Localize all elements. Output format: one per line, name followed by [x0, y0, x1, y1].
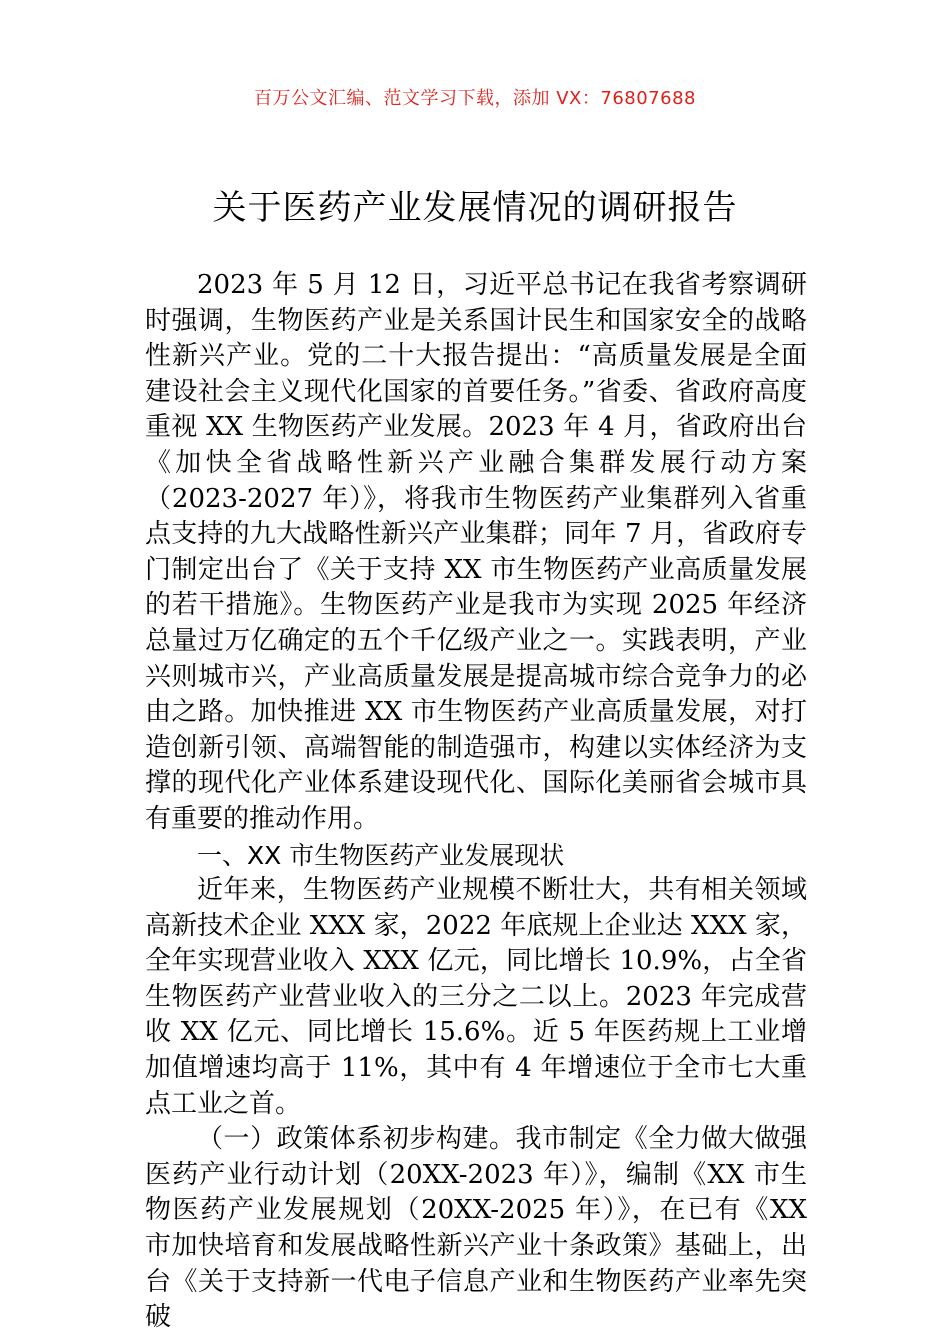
- paragraph-policy: （一）政策体系初步构建。我市制定《全力做大做强医药产业行动计划（20XX-2023 年）》，编制《XX 市生物医药产业发展规划（20XX-2025 年）》，在已有《XX 市加快培育和发展战略性新兴产业十条政策》基础上，出台《关于支持新一代电子信息产业和生物医药产业率先突破: [145, 1124, 807, 1333]
- document-body: [145, 268, 807, 1336]
- paragraph-status: 近年来，生物医药产业规模不断壮大，共有相关领域高新技术企业 XXX 家，2022 年底规上企业达 XXX 家，全年实现营业收入 XXX 亿元，同比增长 10.9%，占全省生物医药产业营业收入的三分之二以上。2023 年完成营收 XX 亿元、同比增长 15.6%。近 5 年医药规上工业增加值增速均高于 11%，其中有 4 年增速位于全市七大重点工业之首。: [145, 875, 807, 1119]
- section-heading-1: 一、XX 市生物医药产业发展现状: [197, 840, 565, 870]
- watermark-header: 百万公文汇编、范文学习下载，添加 VX：76807688: [254, 88, 696, 109]
- document-title: 关于医药产业发展情况的调研报告: [212, 188, 738, 228]
- paragraph-intro: 2023 年 5 月 12 日，习近平总书记在我省考察调研时强调，生物医药产业是关系国计民生和国家安全的战略性新兴产业。党的二十大报告提出：“高质量发展是全面建设社会主义现代化国家的首要任务。”省委、省政府高度重视 XX 生物医药产业发展。2023 年 4 月，省政府出台《加快全省战略性新兴产业融合集群发展行动方案（2023-2027 年）》，将我市生物医药产业集群列入省重点支持的九大战略性新兴产业集群；同年 7 月，省政府专门制定出台了《关于支持 XX 市生物医药产业高质量发展的若干措施》。生物医药产业是我市为实现 2025 年经济总量过万亿确定的五个千亿级产业之一。实践表明，产业兴则城市兴，产业高质量发展是提高城市综合竞争力的必由之路。加快推进 XX 市生物医药产业高质量发展，对打造创新引领、高端智能的制造强市，构建以实体经济为支撑的现代化产业体系建设现代化、国际化美丽省会城市具有重要的推动作用。: [145, 270, 807, 834]
